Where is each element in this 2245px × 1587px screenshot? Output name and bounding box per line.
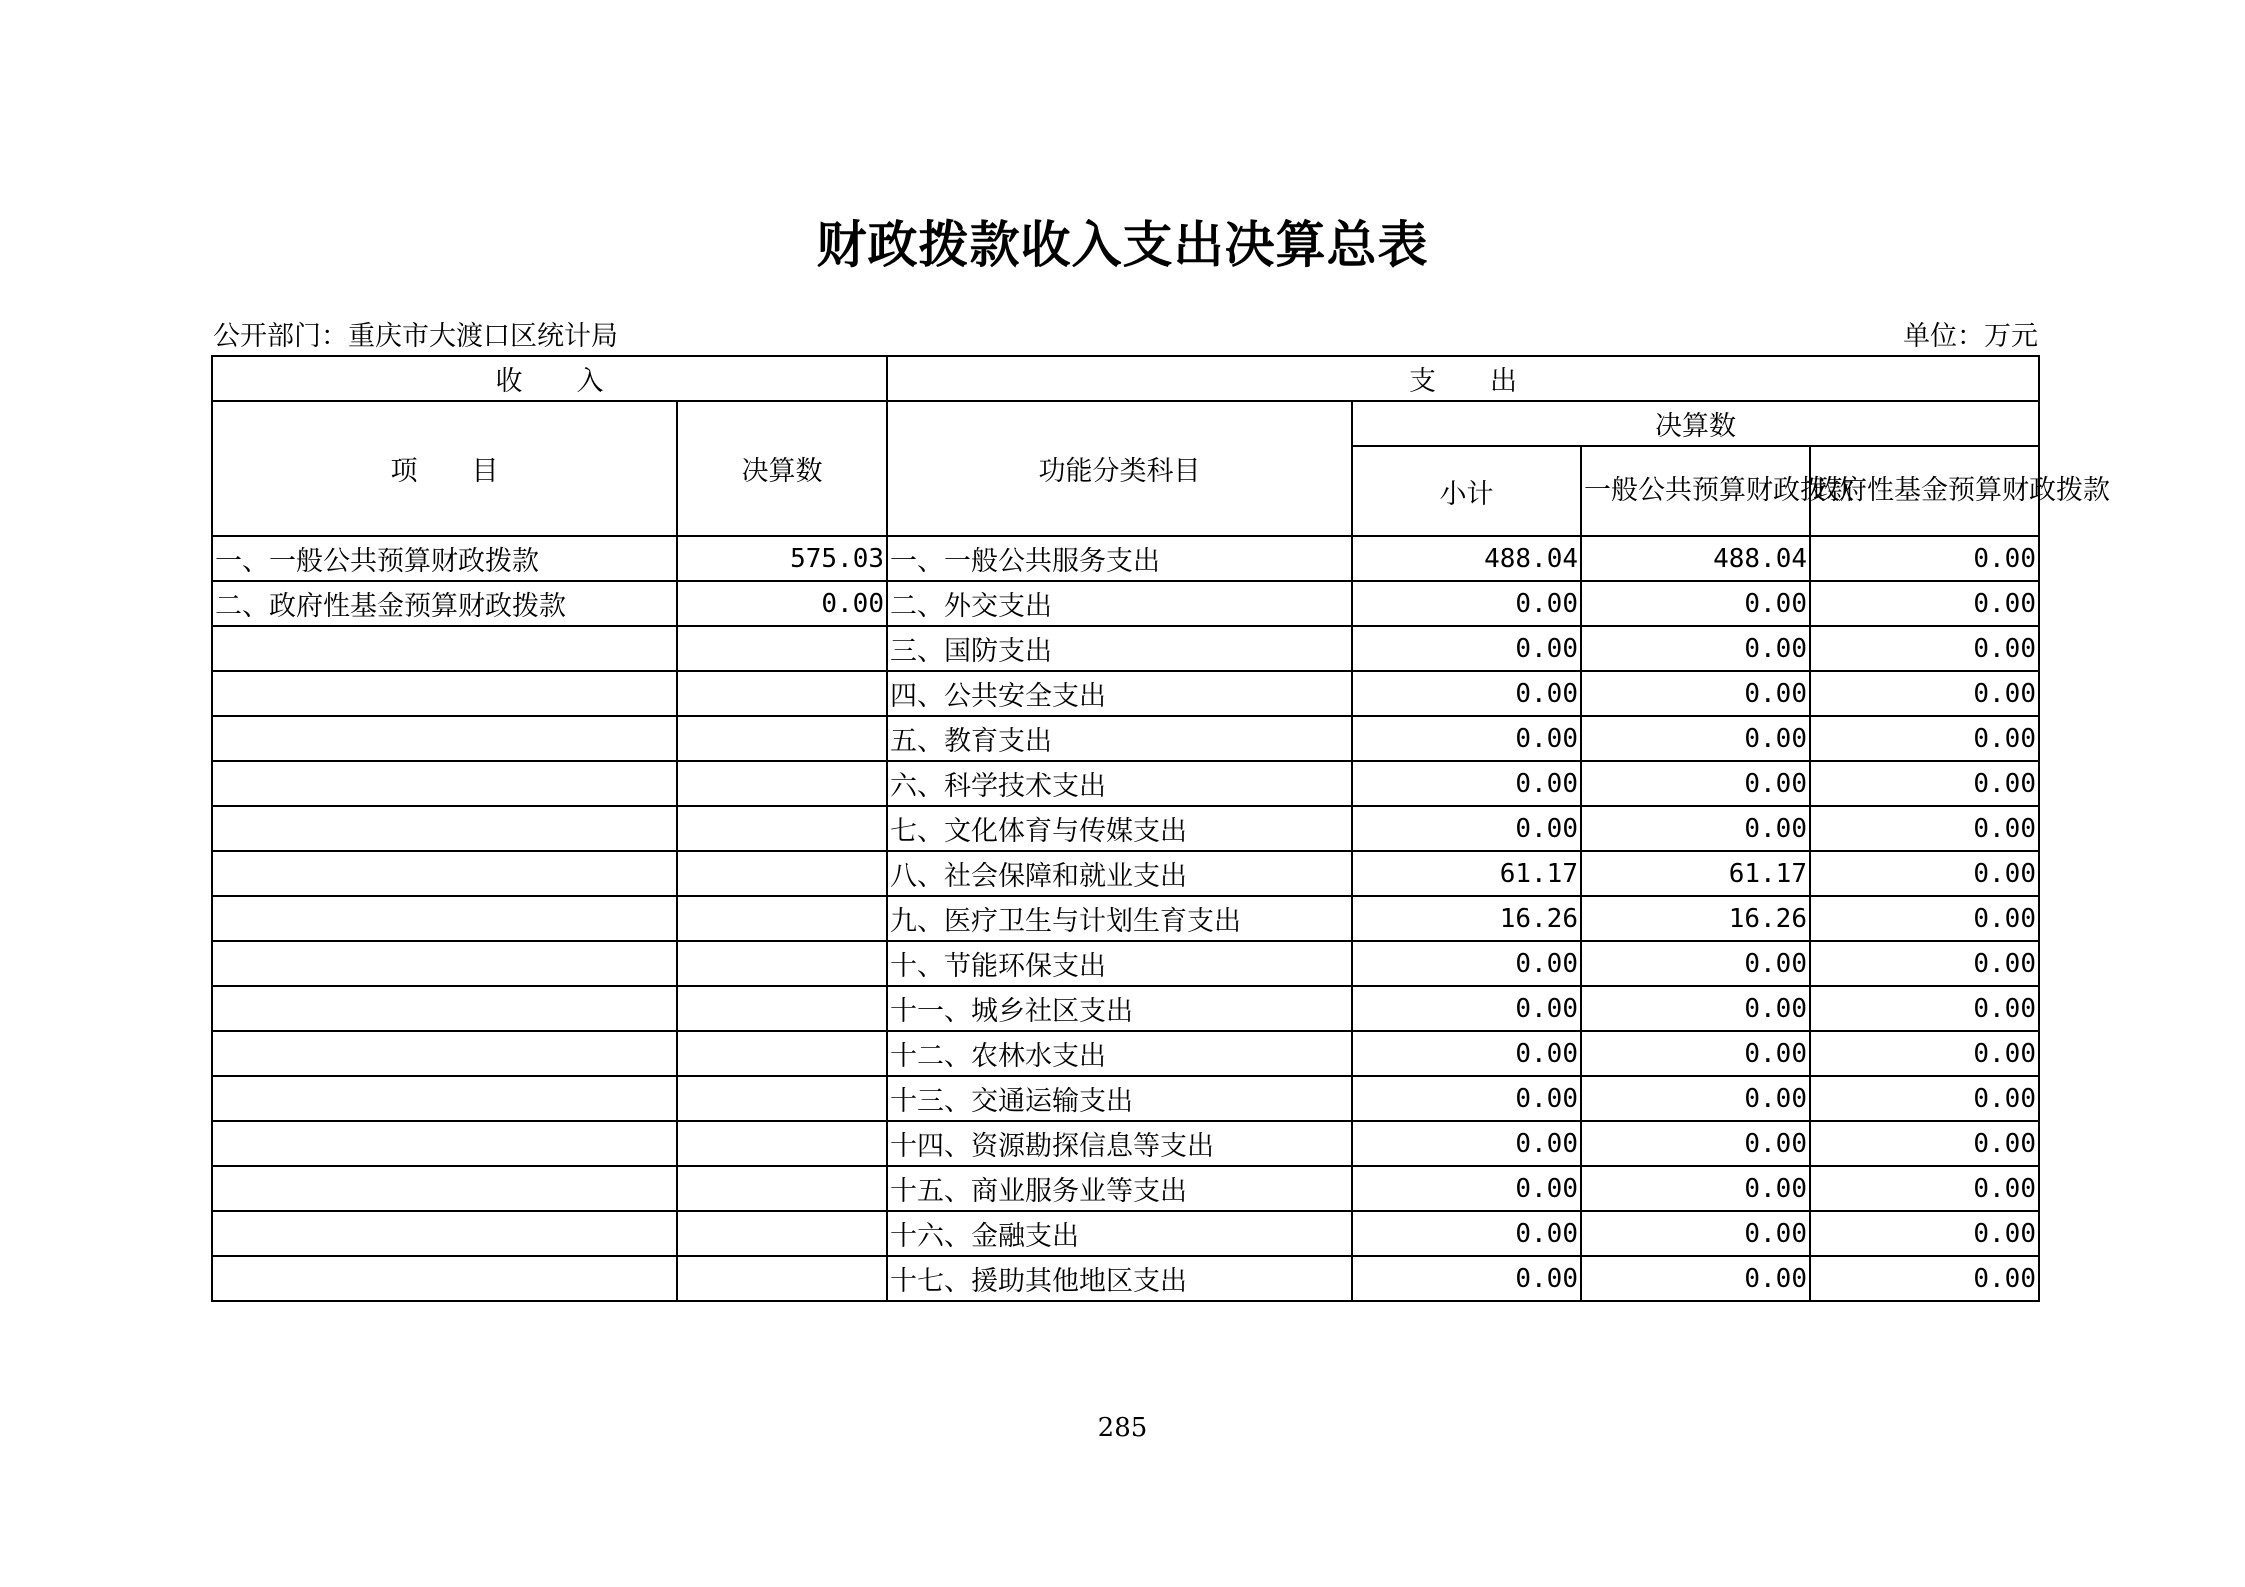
general-budget-cell: 0.00: [1581, 761, 1810, 806]
gov-fund-cell: 0.00: [1810, 1031, 2039, 1076]
expense-item-cell: 十、节能环保支出: [887, 941, 1352, 986]
income-item-cell: [212, 1166, 677, 1211]
table-row: [212, 1211, 2039, 1256]
general-budget-cell: 61.17: [1581, 851, 1810, 896]
general-budget-cell: 0.00: [1581, 1256, 1810, 1301]
income-item-cell: 二、政府性基金预算财政拨款: [212, 581, 677, 626]
gov-fund-cell: 0.00: [1810, 581, 2039, 626]
department-label: 公开部门：重庆市大渡口区统计局: [213, 321, 618, 352]
subtotal-cell: 0.00: [1352, 671, 1581, 716]
income-amount-header: 决算数: [677, 401, 887, 536]
gov-fund-cell: 0.00: [1810, 941, 2039, 986]
gov-fund-cell: 0.00: [1810, 1256, 2039, 1301]
gov-fund-cell: 0.00: [1810, 671, 2039, 716]
header-row-1: [212, 356, 2039, 401]
general-budget-cell: 0.00: [1581, 986, 1810, 1031]
income-item-cell: [212, 671, 677, 716]
general-budget-cell: 0.00: [1581, 1166, 1810, 1211]
table-row: [212, 1031, 2039, 1076]
income-value-cell: [677, 761, 887, 806]
income-value-cell: [677, 896, 887, 941]
expense-header: 支 出: [887, 356, 2039, 401]
gov-fund-cell: 0.00: [1810, 716, 2039, 761]
income-value-cell: [677, 626, 887, 671]
item-header: 项 目: [212, 401, 677, 536]
subtotal-cell: 0.00: [1352, 806, 1581, 851]
subtotal-cell: 0.00: [1352, 986, 1581, 1031]
gov-fund-cell: 0.00: [1810, 1121, 2039, 1166]
income-value-cell: 575.03: [677, 536, 887, 581]
table-row: [212, 806, 2039, 851]
income-item-cell: [212, 1256, 677, 1301]
table-row: [212, 941, 2039, 986]
expense-item-cell: 十四、资源勘探信息等支出: [887, 1121, 1352, 1166]
general-budget-cell: 0.00: [1581, 581, 1810, 626]
expense-item-cell: 十一、城乡社区支出: [887, 986, 1352, 1031]
page-number: 285: [1097, 1413, 1148, 1443]
subtotal-cell: 0.00: [1352, 941, 1581, 986]
gov-fund-cell: 0.00: [1810, 806, 2039, 851]
general-budget-cell: 0.00: [1581, 806, 1810, 851]
table-row: [212, 851, 2039, 896]
gov-fund-cell: 0.00: [1810, 1076, 2039, 1121]
income-value-cell: [677, 1031, 887, 1076]
subtotal-cell: 0.00: [1352, 1256, 1581, 1301]
table-row: [212, 761, 2039, 806]
general-budget-cell: 0.00: [1581, 1211, 1810, 1256]
income-value-cell: [677, 1166, 887, 1211]
expense-item-cell: 二、外交支出: [887, 581, 1352, 626]
income-value-cell: [677, 806, 887, 851]
expense-item-cell: 十五、商业服务业等支出: [887, 1166, 1352, 1211]
gov-fund-cell: 0.00: [1810, 986, 2039, 1031]
income-value-cell: [677, 1211, 887, 1256]
finance-table: [211, 355, 2110, 1302]
expense-item-cell: 十二、农林水支出: [887, 1031, 1352, 1076]
subtotal-cell: 0.00: [1352, 1121, 1581, 1166]
expense-item-cell: 十三、交通运输支出: [887, 1076, 1352, 1121]
subtotal-cell: 61.17: [1352, 851, 1581, 896]
expense-item-cell: 八、社会保障和就业支出: [887, 851, 1352, 896]
subtotal-cell: 0.00: [1352, 716, 1581, 761]
table-row: [212, 581, 2039, 626]
table-row: [212, 1256, 2039, 1301]
expense-item-cell: 七、文化体育与传媒支出: [887, 806, 1352, 851]
income-value-cell: 0.00: [677, 581, 887, 626]
page-title: 财政拨款收入支出决算总表: [816, 215, 1429, 274]
income-item-cell: [212, 986, 677, 1031]
subtotal-cell: 0.00: [1352, 1031, 1581, 1076]
income-value-cell: [677, 941, 887, 986]
expense-item-cell: 三、国防支出: [887, 626, 1352, 671]
general-budget-cell: 0.00: [1581, 716, 1810, 761]
general-budget-cell: 0.00: [1581, 671, 1810, 716]
income-item-cell: [212, 1076, 677, 1121]
table-row: [212, 1121, 2039, 1166]
expense-item-cell: 五、教育支出: [887, 716, 1352, 761]
income-item-cell: [212, 896, 677, 941]
subtotal-cell: 16.26: [1352, 896, 1581, 941]
gov-fund-cell: 0.00: [1810, 761, 2039, 806]
income-item-cell: [212, 761, 677, 806]
gov-fund-cell: 0.00: [1810, 851, 2039, 896]
expense-item-cell: 六、科学技术支出: [887, 761, 1352, 806]
general-budget-cell: 0.00: [1581, 626, 1810, 671]
unit-label: 单位：万元: [1903, 321, 2038, 352]
income-item-cell: [212, 1031, 677, 1076]
income-value-cell: [677, 986, 887, 1031]
general-budget-cell: 0.00: [1581, 1076, 1810, 1121]
subtotal-cell: 0.00: [1352, 1076, 1581, 1121]
gov-fund-cell: 0.00: [1810, 626, 2039, 671]
subtotal-cell: 0.00: [1352, 1211, 1581, 1256]
table-row: [212, 1166, 2039, 1211]
subtotal-cell: 488.04: [1352, 536, 1581, 581]
table-row: [212, 536, 2039, 581]
subtotal-cell: 0.00: [1352, 626, 1581, 671]
table-row: [212, 626, 2039, 671]
income-item-cell: [212, 1211, 677, 1256]
income-item-cell: [212, 941, 677, 986]
subtotal-cell: 0.00: [1352, 761, 1581, 806]
gov-fund-cell: 0.00: [1810, 536, 2039, 581]
income-item-cell: 一、一般公共预算财政拨款: [212, 536, 677, 581]
function-category-header: 功能分类科目: [887, 401, 1352, 536]
general-budget-header: 一般公共预算财政拨款: [1581, 446, 1810, 536]
table-row: [212, 1076, 2039, 1121]
income-header: 收 入: [212, 356, 887, 401]
income-item-cell: [212, 626, 677, 671]
income-value-cell: [677, 671, 887, 716]
income-item-cell: [212, 716, 677, 761]
expense-item-cell: 一、一般公共服务支出: [887, 536, 1352, 581]
subtotal-header: 小计: [1352, 446, 1581, 536]
subtotal-cell: 0.00: [1352, 581, 1581, 626]
expense-item-cell: 九、医疗卫生与计划生育支出: [887, 896, 1352, 941]
gov-fund-cell: 0.00: [1810, 896, 2039, 941]
income-value-cell: [677, 1121, 887, 1166]
expense-item-cell: 十六、金融支出: [887, 1211, 1352, 1256]
income-item-cell: [212, 1121, 677, 1166]
general-budget-cell: 0.00: [1581, 1121, 1810, 1166]
gov-fund-header: 政府性基金预算财政拨款: [1810, 446, 2039, 536]
table-row: [212, 896, 2039, 941]
gov-fund-cell: 0.00: [1810, 1211, 2039, 1256]
income-item-cell: [212, 806, 677, 851]
gov-fund-cell: 0.00: [1810, 1166, 2039, 1211]
table-row: [212, 986, 2039, 1031]
general-budget-cell: 488.04: [1581, 536, 1810, 581]
general-budget-cell: 16.26: [1581, 896, 1810, 941]
table-row: [212, 716, 2039, 761]
subtotal-cell: 0.00: [1352, 1166, 1581, 1211]
income-value-cell: [677, 1076, 887, 1121]
income-value-cell: [677, 851, 887, 896]
header-row-2: [212, 401, 2039, 446]
expense-item-cell: 四、公共安全支出: [887, 671, 1352, 716]
income-value-cell: [677, 1256, 887, 1301]
income-value-cell: [677, 716, 887, 761]
final-amount-header: 决算数: [1352, 401, 2039, 446]
income-item-cell: [212, 851, 677, 896]
table-row: [212, 671, 2039, 716]
expense-item-cell: 十七、援助其他地区支出: [887, 1256, 1352, 1301]
general-budget-cell: 0.00: [1581, 1031, 1810, 1076]
general-budget-cell: 0.00: [1581, 941, 1810, 986]
